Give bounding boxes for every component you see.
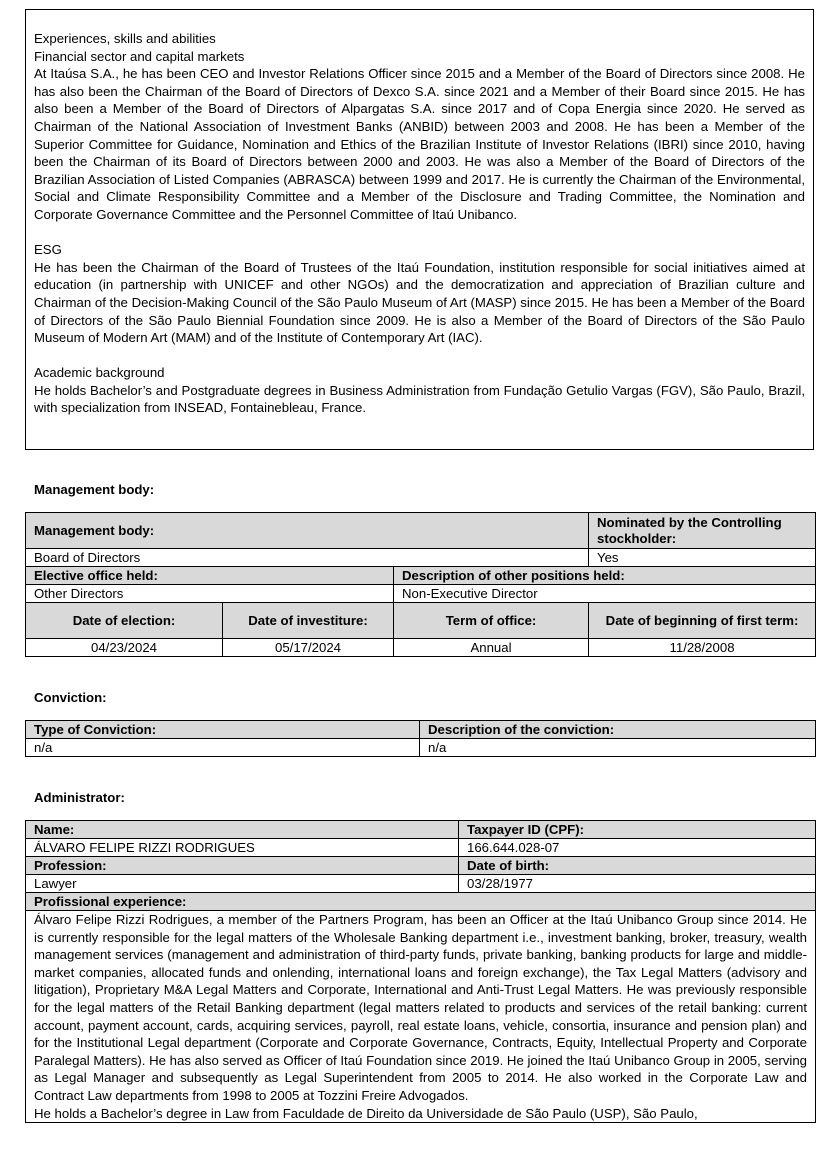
investiture-date-value: 05/17/2024 [223, 639, 394, 657]
conviction-type-label: Type of Conviction: [26, 721, 420, 739]
name-label: Name: [26, 821, 459, 839]
nominated-label: Nominated by the Controlling stockholder: [589, 513, 816, 549]
cpf-label: Taxpayer ID (CPF): [459, 821, 816, 839]
academic-title: Academic background [34, 365, 165, 381]
esg-title: ESG [34, 242, 62, 258]
first-term-value: 11/28/2008 [589, 639, 816, 657]
investiture-date-label: Date of investiture: [223, 603, 394, 639]
management-section-title: Management body: [34, 482, 155, 497]
dob-value: 03/28/1977 [459, 875, 816, 893]
name-value: ÁLVARO FELIPE RIZZI RODRIGUES [26, 839, 459, 857]
election-date-label: Date of election: [26, 603, 223, 639]
management-body-label: Management body: [26, 513, 589, 549]
experience-title: Experiences, skills and abilities [34, 31, 216, 46]
cpf-value: 166.644.028-07 [459, 839, 816, 857]
academic-paragraph: He holds Bachelor’s and Postgraduate degrees in Business Administration from Fundação Getulio Vargas (FGV), São Paulo, Brazil, with specialization from INSEAD, Fontainebleau, France. [34, 382, 805, 416]
conviction-section-title: Conviction: [34, 690, 107, 705]
experience-paragraph: At Itaúsa S.A., he has been CEO and Investor Relations Officer since 2015 and a Member of the Board of Directors since 2008. He has also been the Chairman of the Board of Directors of Dexco S.A. since 2021 and a Member of their Board since 2015. He has also been a Member of the Board of Directors of Alpargatas S.A. since 2017 and of Copa Energia since 2020. He served as Chairman of the National Association of Investment Banks (ANBID) between 2003 and 2008. He has been a Member of the Superior Committee for Guidance, Nomination and Ethics of the Brazilian Institute of Investor Relations (IBRI) since 2010, having been the Chairman of its Board of Directors between 2000 and 2003. He was also a Member of the Board of Directors of the Brazilian Association of Listed Companies (ABRASCA) between 1999 and 2017. He is currently the Chairman of the Environmental, Social and Climate Responsibility Committee and a Member of the Disclosure and Trading Committee, the Nomination and Corporate Governance Committee and the Personnel Committee of Itaú Unibanco. [34, 66, 805, 222]
conviction-type-value: n/a [26, 739, 420, 757]
management-body-value: Board of Directors [26, 549, 589, 567]
experience-subtitle: Financial sector and capital markets [34, 48, 245, 64]
election-date-value: 04/23/2024 [26, 639, 223, 657]
term-value: Annual [394, 639, 589, 657]
dob-label: Date of birth: [459, 857, 816, 875]
elective-office-value: Other Directors [26, 585, 394, 603]
education-text: He holds a Bachelor’s degree in Law from Faculdade de Direito da Universidade de São Paulo (USP), São Paulo, [34, 1105, 698, 1121]
administrator-section-title: Administrator: [34, 790, 125, 805]
conviction-description-value: n/a [420, 739, 816, 757]
nominated-value: Yes [589, 549, 816, 567]
experience-text: Álvaro Felipe Rizzi Rodrigues, a member of the Partners Program, has been an Officer at the Itaú Unibanco Group since 2014. He is currently responsible for the legal matters of the Wholesale Banking department i.e., investment banking, broker, treasury, wealth management services (management and administration of third-party funds, private banking, banking products for large and middle-market companies, allocated funds and onlending, international loans and foreign exchange), the Tax Legal Matters (advisory and litigation), Proprietary M&A Legal Matters and Corporate, International and Anti-Trust Legal Matters. He was previously responsible for the legal matters of the Retail Banking department (legal matters related to products and services of the retail banking: current account, payment account, cards, acquiring services, payroll, real estate loans, vehicle, consortia, insurance and pension plan) and for the Institutional Legal department (Corporate and Corporate Governance, Contracts, Equity, Intellectual Property and Corporate Paralegal Matters). He has also served as Officer of Itaú Foundation since 2019. He joined the Itaú Unibanco Group in 2005, serving as Legal Manager and subsequently as Legal Superintendent from 2005 to 2014. He also worked in the Corporate Law and Contract Law departments from 1998 to 2005 at Tozzini Freire Advogados. [34, 912, 807, 1103]
esg-paragraph: He has been the Chairman of the Board of Trustees of the Itaú Foundation, institution responsible for social initiatives aimed at education (in partnership with UNICEF and other NGOs) and the democratization and appreciation of Brazilian culture and Chairman of the Decision-Making Council of the São Paulo Museum of Art (MASP) since 2015. He has been a Member of the Board of Directors of the São Paulo Biennial Foundation since 2009. He is also a Member of the Board of Directors of the São Paulo Museum of Modern Art (MAM) and of the Institute of Contemporary Art (IAC). [34, 259, 805, 346]
profession-value: Lawyer [26, 875, 459, 893]
other-positions-label: Description of other positions held: [394, 567, 816, 585]
administrator-table [25, 820, 816, 1123]
experience-cell [26, 911, 816, 1123]
profession-label: Profession: [26, 857, 459, 875]
conviction-table [25, 720, 816, 757]
experience-label: Profissional experience: [26, 893, 816, 911]
term-label: Term of office: [394, 603, 589, 639]
conviction-description-label: Description of the conviction: [420, 721, 816, 739]
first-term-label: Date of beginning of first term: [589, 603, 816, 639]
management-table [25, 512, 816, 657]
other-positions-value: Non-Executive Director [394, 585, 816, 603]
elective-office-label: Elective office held: [26, 567, 394, 585]
experience-box [25, 9, 814, 450]
